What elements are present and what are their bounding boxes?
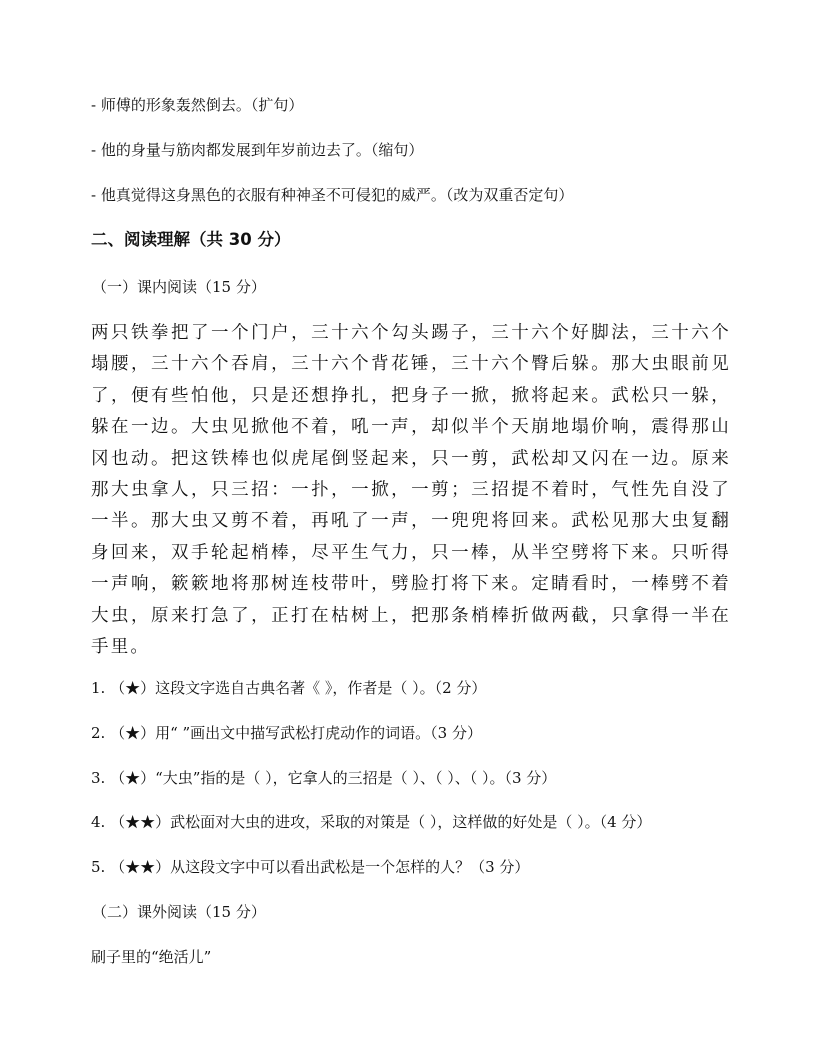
question-item: 5. （★★）从这段文字中可以看出武松是一个怎样的人？（3 分） <box>91 858 530 876</box>
question-item: 3. （★）“大虫”指的是（ ），它拿人的三招是（ ）、（ ）、（ ）。（3 分） <box>91 769 557 787</box>
exercise-line: - 师傅的形象轰然倒去。（扩句） <box>91 96 304 114</box>
exercise-line: - 他真觉得这身黑色的衣服有种神圣不可侵犯的威严。（改为双重否定句） <box>91 186 574 204</box>
part-heading: （二）课外阅读（15 分） <box>92 903 266 921</box>
question-item: 1. （★）这段文字选自古典名著《 》，作者是（ ）。（2 分） <box>91 679 487 697</box>
article-title: 刷子里的“绝活儿” <box>91 948 212 966</box>
section-heading: 二、阅读理解（共 30 分） <box>91 230 291 249</box>
part-heading: （一）课内阅读（15 分） <box>92 278 266 296</box>
question-item: 4. （★★）武松面对大虫的进攻，采取的对策是（ ），这样做的好处是（ ）。（4 分） <box>91 813 652 831</box>
reading-passage: 两只铁拳把了一个门户，三十六个勾头踢子，三十六个好脚法，三十六个塌腰，三十六个吞肩，三十六个背花锤，三十六个臀后躲。那大虫眼前见了，便有些怕他，只是还想挣扎，把身子一掀，掀将起来。武松只一躲，躲在一边。大虫见掀他不着，吼一声，却似半个天崩地塌价响，震得那山冈也动。把这铁棒也似虎尾倒竖起来，只一剪，武松却又闪在一边。原来那大虫拿人，只三招：一扑，一掀，一剪；三招提不着时，气性先自没了一半。那大虫又剪不着，再吼了一声，一兜兜将回来。武松见那大虫复翻身回来，双手轮起梢棒，尽平生气力，只一棒，从半空劈将下来。只听得一声响，簌簌地将那树连枝带叶，劈脸打将下来。定睛看时，一棒劈不着大虫，原来打急了，正打在枯树上，把那条梢棒折做两截，只拿得一半在手里。 <box>91 323 731 658</box>
question-item: 2. （★）用“ ”画出文中描写武松打虎动作的词语。（3 分） <box>91 724 482 742</box>
exercise-line: - 他的身量与筋肉都发展到年岁前边去了。（缩句） <box>91 141 424 159</box>
